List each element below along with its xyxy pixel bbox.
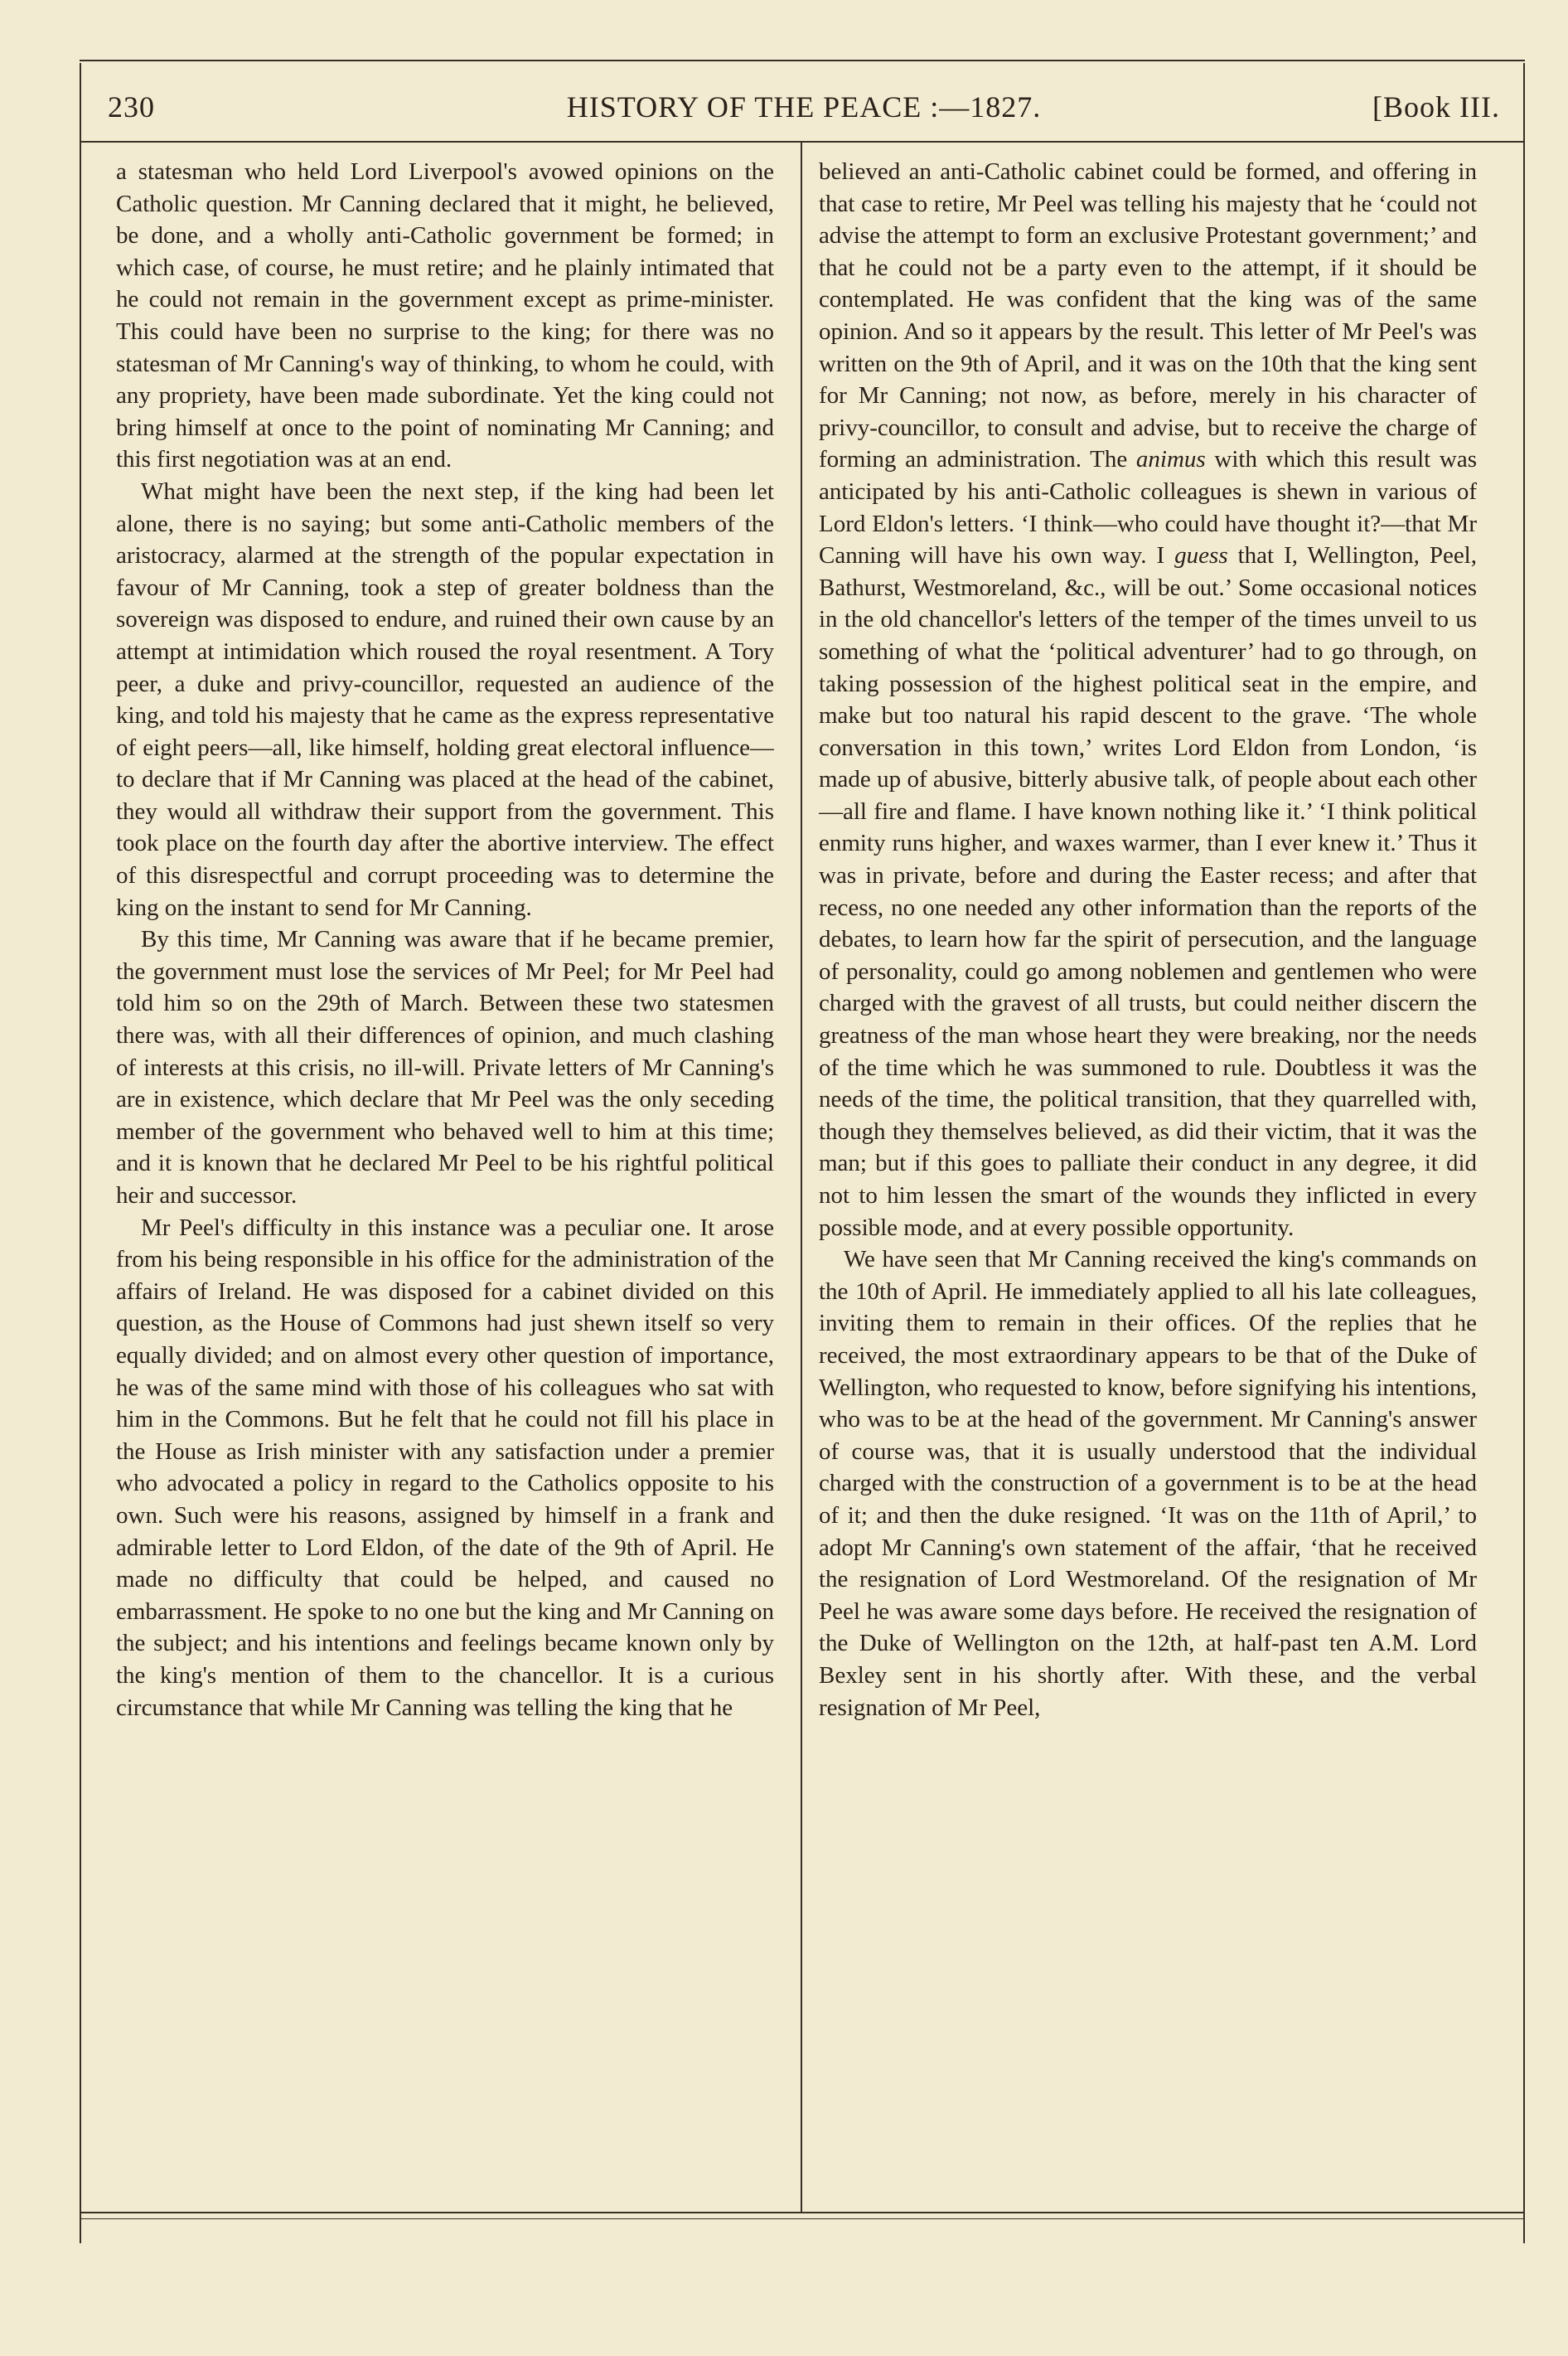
left-paragraph-3: By this time, Mr Canning was aware that if he became premier, the government must lose the services of Mr Peel; for Mr Peel had told him so on the 29th of March. Between these two statesmen there was, with all their differences of opinion, and much clashing of interests at this crisis, no ill-will. Private letters of Mr Canning's are in existence, which declare that Mr Peel was the only seceding member of the government who behaved well to him at this time; and it is known that he declared Mr Peel to be his rightful political heir and successor.: [116, 926, 774, 1209]
left-column: [116, 156, 774, 2203]
left-paragraph-4: Mr Peel's difficulty in this instance was a peculiar one. It arose from his being responsible in his office for the administration of the affairs of Ireland. He was disposed for a cabinet divided on this question, as the House of Commons had just shewn itself so very equally divided; and on almost every other question of importance, he was of the same mind with those of his colleagues who sat with him in the Commons. But he felt that he could not fill his place in the House as Irish minister with any satisfaction under a premier who advocated a policy in regard to the Catholics opposite to his own. Such were his reasons, assigned by himself in a frank and admirable letter to Lord Eldon, of the date of the 9th of April. He made no difficulty that could be helped, and caused no embarrassment. He spoke to no one but the king and Mr Canning on the subject; and his intentions and feelings became known only by the king's mention of them to the chancellor. It is a curious circumstance that while Mr Canning was telling the king that he: [116, 1214, 774, 1721]
running-title: HISTORY OF THE PEACE :—1827.: [566, 90, 1042, 124]
left-paragraph-2: What might have been the next step, if the king had been let alone, there is no saying; but some anti-Catholic members of the aristocracy, alarmed at the strength of the popular expectation in favour of Mr Canning, took a step of greater boldness than the sovereign was disposed to endure, and ruined their own cause by an attempt at intimidation which roused the royal resentment. A Tory peer, a duke and privy-councillor, requested an audience of the king, and told his majesty that he came as the express representative of eight peers—all, like himself, holding great electoral influence—to declare that if Mr Canning was placed at the head of the cabinet, they would all withdraw their support from the government. This took place on the fourth day after the abortive interview. The effect of this disrespectful and corrupt proceeding was to determine the king on the instant to send for Mr Canning.: [116, 478, 774, 921]
book-reference: [Book III.: [1372, 90, 1500, 124]
column-divider: [801, 143, 802, 2213]
right-paragraph-1-part-b: with which this result was anticipated by his anti-Catholic colleagues is shewn in various of Lord Eldon's letters. ‘I think—who could have thought it?—that Mr Canning will have his own way. I: [819, 446, 1477, 570]
page-header: [108, 90, 1500, 131]
header-rule: [80, 141, 1525, 143]
top-rule: [80, 60, 1525, 61]
bottom-rule-thin: [80, 2218, 1525, 2219]
right-paragraph-1-part-c: that I, Wellington, Peel, Bathurst, Westmoreland, &c., will be out.’ Some occasional notices in the old chancellor's letters of the temper of the times unveil to us something of what the ‘political adventurer’ had to go through, on taking possession of the highest political seat in the empire, and make but too natural his rapid descent to the grave. ‘The whole conversation in this town,’ writes Lord Eldon from London, ‘is made up of abusive, bitterly abusive talk, of people about each other—all fire and flame. I have known nothing like it.’ ‘I think political enmity runs higher, and waxes warmer, than I ever knew it.’ Thus it was in private, before and during the Easter recess; and after that recess, no one needed any other information than the reports of the debates, to learn how far the spirit of persecution, and the language of personality, could go among noblemen and gentlemen who were charged with the gravest of all trusts, but could neither discern the greatness of the man whose heart they were breaking, nor the needs of the time which he was summoned to rule. Doubtless it was the needs of the time, the political transition, that they quarrelled with, though they themselves believed, as did their victim, that it was the man; but if this goes to palliate their conduct in any degree, it did not to him lessen the smart of the wounds they inflicted in every possible mode, and at every possible opportunity.: [819, 542, 1477, 1241]
page-number: 230: [108, 90, 155, 124]
italic-guess: guess: [1174, 542, 1228, 570]
bottom-rule: [80, 2212, 1525, 2213]
right-paragraph-2: We have seen that Mr Canning received the king's commands on the 10th of April. He immediately applied to all his late colleagues, inviting them to remain in their offices. Of the replies that he received, the most extraordinary appears to be that of the Duke of Wellington, who requested to know, before signifying his intentions, who was to be at the head of the government. Mr Canning's answer of course was, that it is usually understood that the individual charged with the construction of a government is to be at the head of it; and then the duke resigned. ‘It was on the 11th of April,’ to adopt Mr Canning's own statement of the affair, ‘that he received the resignation of Lord Westmoreland. Of the resignation of Mr Peel he was aware some days before. He received the resignation of the Duke of Wellington on the 12th, at half-past ten A.M. Lord Bexley sent in his shortly after. With these, and the verbal resignation of Mr Peel,: [819, 1246, 1477, 1721]
italic-animus: animus: [1135, 446, 1206, 473]
right-paragraph-1-part-a: believed an anti-Catholic cabinet could be formed, and offering in that case to retire, Mr Peel was telling his majesty that he ‘could not advise the attempt to form an exclusive Protestant government;’ and that he could not be a party even to the attempt, if it should be contemplated. He was confident that the king was of the same opinion. And so it appears by the result. This letter of Mr Peel's was written on the 9th of April, and it was on the 10th that the king sent for Mr Canning; not now, as before, merely in his character of privy-councillor, to consult and advise, but to receive the charge of forming an administration. The: [819, 158, 1477, 473]
right-column: [819, 156, 1477, 2203]
left-paragraph-1: a statesman who held Lord Liverpool's avowed opinions on the Catholic question. Mr Canning declared that it might, he believed, be done, and a wholly anti-Catholic government be formed; in which case, of course, he must retire; and he plainly intimated that he could not remain in the government except as prime-minister. This could have been no surprise to the king; for there was no statesman of Mr Canning's way of thinking, to whom he could, with any propriety, have been made subordinate. Yet the king could not bring himself at once to the point of nominating Mr Canning; and this first negotiation was at an end.: [116, 158, 774, 473]
right-paragraph-1: [819, 156, 1477, 1243]
